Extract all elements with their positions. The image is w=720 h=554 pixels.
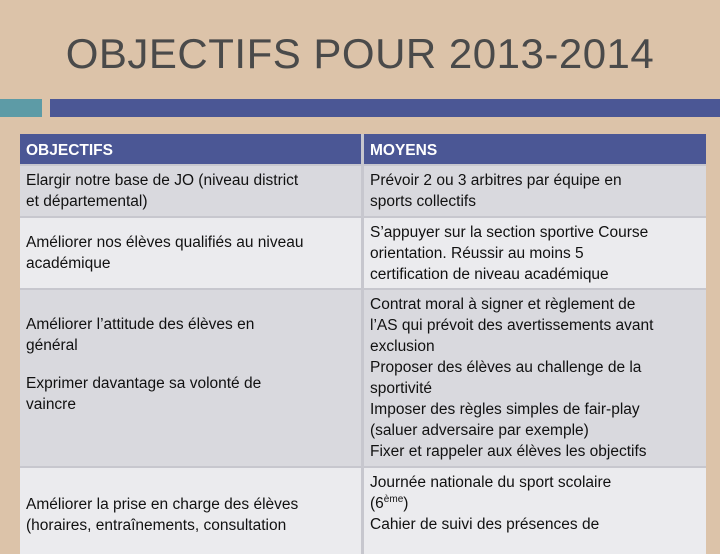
moyens-cell: [364, 166, 706, 216]
table-header-row: [20, 134, 706, 164]
moyens-cell: [364, 290, 706, 466]
objectif-cell: [20, 218, 361, 288]
moyens-line: sports collectifs: [370, 193, 476, 210]
moyens-line: orientation. Réussir au moins 5: [370, 245, 584, 262]
moyens-cell: [364, 468, 706, 554]
accent-bar-blue: [50, 99, 720, 117]
objectif-cell: [20, 166, 361, 216]
objectif-line: académique: [26, 255, 111, 272]
objectif-line: Améliorer nos élèves qualifiés au niveau: [26, 234, 304, 251]
table-row: [20, 290, 706, 466]
header-objectifs: OBJECTIFS: [20, 134, 361, 164]
objectif-line: Améliorer la prise en charge des élèves: [26, 496, 299, 513]
objectif-line: Exprimer davantage sa volonté de: [26, 375, 262, 392]
objectives-table: [20, 134, 706, 554]
objectif-cell: [20, 468, 361, 554]
moyens-line: Fixer et rappeler aux élèves les objectifs: [370, 443, 647, 460]
objectif-line: Améliorer l’attitude des élèves en: [26, 316, 255, 333]
objectif-line: Elargir notre base de JO (niveau district: [26, 172, 299, 189]
moyens-line: Contrat moral à signer et règlement de: [370, 296, 636, 313]
moyens-line: [370, 493, 700, 514]
slide-title: OBJECTIFS POUR 2013-2014: [65, 30, 655, 77]
moyens-line: exclusion: [370, 338, 435, 355]
superscript: ème: [383, 494, 404, 505]
spacer: [26, 356, 355, 373]
moyens-line: S’appuyer sur la section sportive Course: [370, 224, 649, 241]
table-row: [20, 468, 706, 554]
moyens-cell: [364, 218, 706, 288]
objectif-line: vaincre: [26, 396, 76, 413]
moyens-line: l’AS qui prévoit des avertissements avant: [370, 317, 654, 334]
table-row: [20, 218, 706, 288]
objectif-line: (horaires, entraînements, consultation: [26, 517, 287, 534]
objectif-line: et départemental): [26, 193, 148, 210]
moyens-line: certification de niveau académique: [370, 266, 609, 283]
moyens-line: Imposer des règles simples de fair-play: [370, 401, 640, 418]
moyens-line: Proposer des élèves au challenge de la: [370, 359, 642, 376]
moyens-line: (saluer adversaire par exemple): [370, 422, 589, 439]
moyens-line: Journée nationale du sport scolaire: [370, 474, 612, 491]
moyens-text: ): [403, 495, 409, 512]
moyens-line: Cahier de suivi des présences de: [370, 516, 600, 533]
objectif-line: général: [26, 337, 78, 354]
header-moyens: MOYENS: [364, 134, 706, 164]
moyens-line: Prévoir 2 ou 3 arbitres par équipe en: [370, 172, 622, 189]
moyens-line: sportivité: [370, 380, 433, 397]
objectif-cell: [20, 290, 361, 466]
table-row: [20, 166, 706, 216]
moyens-text: (6: [370, 495, 384, 512]
accent-bar-teal: [0, 99, 42, 117]
